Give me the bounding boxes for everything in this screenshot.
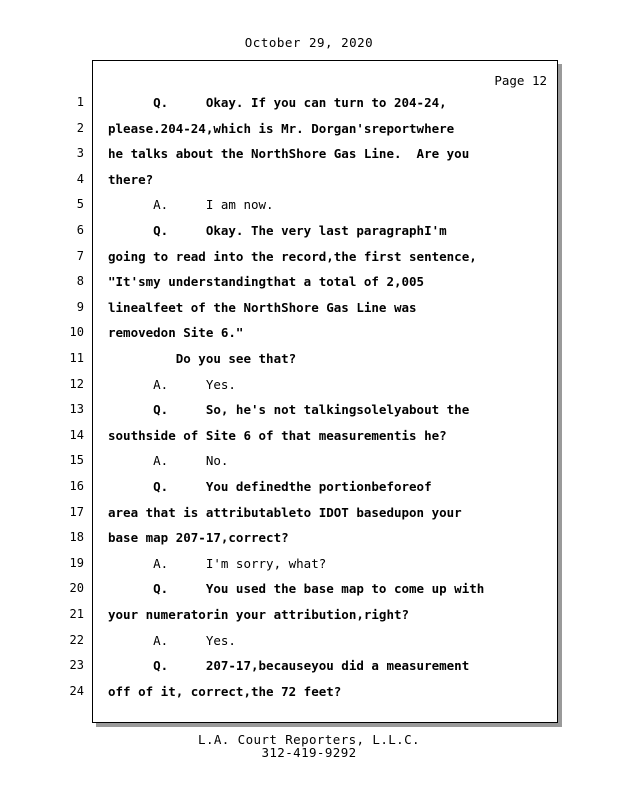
line-number: 7 [76, 249, 84, 263]
transcript-line: Q. Okay. The very last paragraphI'm [108, 223, 447, 238]
line-number: 20 [69, 581, 84, 595]
line-number: 2 [76, 121, 84, 135]
transcript-line: Q. You definedthe portionbeforeof [108, 479, 432, 494]
line-number: 17 [69, 505, 84, 519]
line-number: 12 [69, 377, 84, 391]
transcript-line: southside of Site 6 of that measurementis he? [108, 428, 447, 443]
transcript-line: linealfeet of the NorthShore Gas Line was [108, 300, 417, 315]
line-number: 3 [76, 146, 84, 160]
transcript-line: Q. 207-17,becauseyou did a measurement [108, 658, 470, 673]
transcript-line: A. I am now. [108, 197, 274, 212]
line-number: 22 [69, 633, 84, 647]
line-number: 23 [69, 658, 84, 672]
transcript-line: A. Yes. [108, 377, 236, 392]
transcript-line: area that is attributableto IDOT basedupon your [108, 505, 462, 520]
line-number: 4 [76, 172, 84, 186]
transcript-line: Q. You used the base map to come up with [108, 581, 485, 596]
line-number: 14 [69, 428, 84, 442]
line-number: 24 [69, 684, 84, 698]
transcript-line: please.204-24,which is Mr. Dorgan'sreportwhere [108, 121, 455, 136]
footer [0, 733, 618, 759]
line-number: 6 [76, 223, 84, 237]
line-number: 5 [76, 197, 84, 211]
transcript-line: your numeratorin your attribution,right? [108, 607, 410, 622]
line-number: 13 [69, 402, 84, 416]
page-number: Page 12 [494, 73, 547, 88]
transcript-line: off of it, correct,the 72 feet? [108, 684, 342, 699]
transcript-line: going to read into the record,the first sentence, [108, 249, 477, 264]
line-number: 10 [69, 325, 84, 339]
transcript-line: A. Yes. [108, 633, 236, 648]
line-number: 15 [69, 453, 84, 467]
line-number: 19 [69, 556, 84, 570]
line-number: 1 [76, 95, 84, 109]
transcript-line: A. I'm sorry, what? [108, 556, 327, 571]
transcript-line: removedon Site 6." [108, 325, 244, 340]
line-number: 18 [69, 530, 84, 544]
line-number: 16 [69, 479, 84, 493]
transcript-line: Q. So, he's not talkingsolelyabout the [108, 402, 470, 417]
line-number: 9 [76, 300, 84, 314]
transcript-line: A. No. [108, 453, 229, 468]
reporter-company: L.A. Court Reporters, L.L.C. [198, 732, 420, 747]
transcript-date: October 29, 2020 [244, 35, 374, 50]
transcript-line: "It'smy understandingthat a total of 2,005 [108, 274, 425, 289]
transcript-line: there? [108, 172, 154, 187]
line-number: 21 [69, 607, 84, 621]
line-number: 8 [76, 274, 84, 288]
transcript-line: base map 207-17,correct? [108, 530, 289, 545]
reporter-phone: 312-419-9292 [261, 745, 357, 760]
transcript-line: Do you see that? [108, 351, 297, 366]
line-number: 11 [69, 351, 84, 365]
transcript-line: he talks about the NorthShore Gas Line. Are you [108, 146, 470, 161]
transcript-line: Q. Okay. If you can turn to 204-24, [108, 95, 447, 110]
